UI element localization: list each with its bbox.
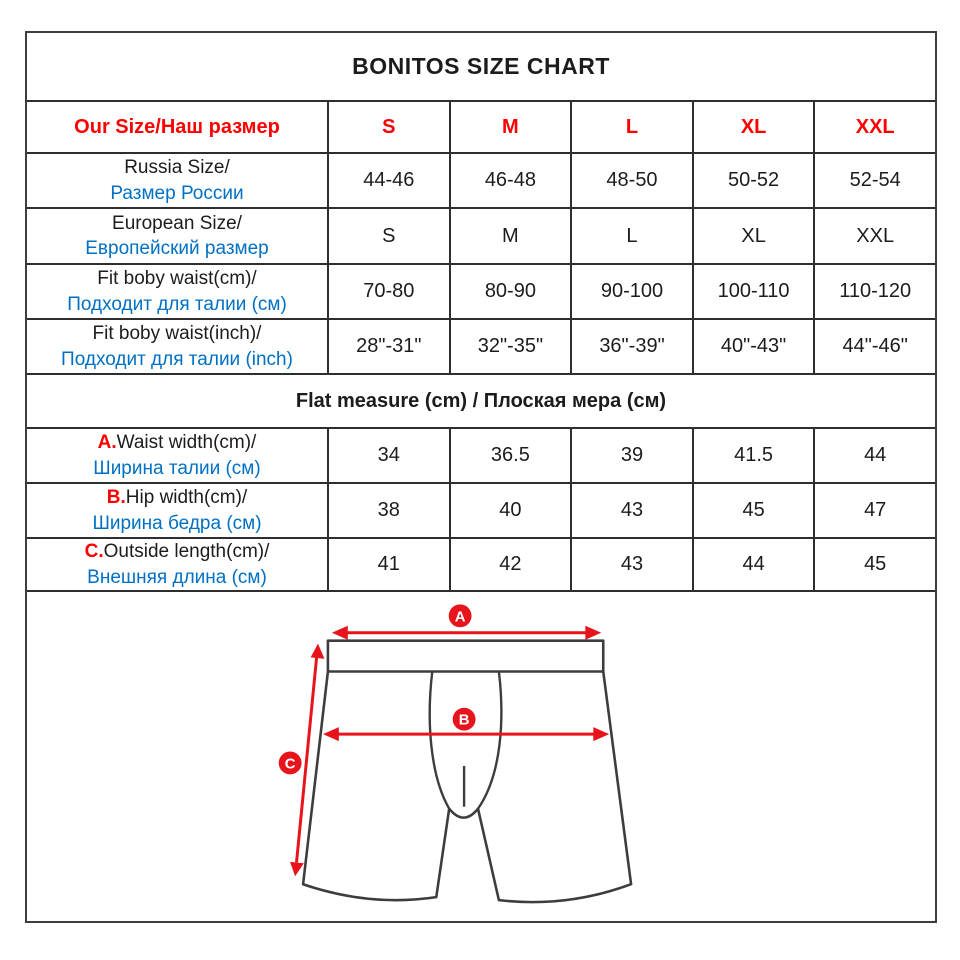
label-en: Russia Size/ (124, 157, 230, 179)
cell-russia-l: 48-50 (570, 152, 692, 207)
cell-waistcm-xxl: 110-120 (813, 263, 935, 318)
measure-label-c: C (284, 756, 296, 773)
cell-waistwidth-s: 34 (327, 427, 449, 482)
label-ru: Размер России (110, 182, 244, 204)
row-label-outside-length (27, 537, 327, 590)
size-chart-table (27, 33, 935, 921)
label-ru: Ширина бедра (см) (92, 512, 262, 534)
row-label-waist-width (27, 427, 327, 482)
row-label-fit-waist-cm (27, 263, 327, 318)
cell-russia-s: 44-46 (327, 152, 449, 207)
cell-waistin-xxl: 44"-46" (813, 318, 935, 373)
cell-waistin-xl: 40"-43" (692, 318, 814, 373)
label-ru: Ширина талии (см) (93, 457, 261, 479)
cell-waistin-m: 32"-35" (449, 318, 571, 373)
row-label-russia-size (27, 152, 327, 207)
row-label-fit-waist-inch (27, 318, 327, 373)
label-en (85, 539, 270, 564)
cell-outlen-xl: 44 (692, 537, 814, 590)
cell-outlen-m: 42 (449, 537, 571, 590)
header-size-l: L (570, 100, 692, 152)
label-en: Fit boby waist(cm)/ (97, 268, 257, 290)
cell-waistcm-l: 90-100 (570, 263, 692, 318)
cell-russia-m: 46-48 (449, 152, 571, 207)
header-size-m: M (449, 100, 571, 152)
label-en-text: Waist width(cm)/ (116, 432, 257, 454)
cell-euro-l: L (570, 207, 692, 263)
cell-hipwidth-s: 38 (327, 482, 449, 537)
size-chart-panel (25, 31, 937, 923)
boxer-shorts-diagram (27, 592, 935, 921)
label-ru: Подходит для талии (см) (67, 293, 287, 315)
cell-hipwidth-xxl: 47 (813, 482, 935, 537)
measure-letter-a: A. (97, 432, 117, 454)
cell-outlen-xxl: 45 (813, 537, 935, 590)
header-size-xxl: XXL (813, 100, 935, 152)
cell-outlen-l: 43 (570, 537, 692, 590)
label-en: Fit boby waist(inch)/ (92, 323, 262, 345)
cell-euro-xxl: XXL (813, 207, 935, 263)
measure-label-a: A (454, 609, 466, 626)
cell-outlen-s: 41 (327, 537, 449, 590)
cell-hipwidth-l: 43 (570, 482, 692, 537)
row-label-hip-width (27, 482, 327, 537)
cell-waistcm-xl: 100-110 (692, 263, 814, 318)
label-ru: Внешняя длина (см) (87, 566, 267, 588)
label-en (98, 430, 257, 455)
boxer-shorts-outline (303, 641, 631, 902)
cell-hipwidth-m: 40 (449, 482, 571, 537)
header-size-xl: XL (692, 100, 814, 152)
page-title: BONITOS SIZE CHART (352, 53, 610, 80)
measure-arrow-a (332, 604, 601, 639)
cell-euro-m: M (449, 207, 571, 263)
header-size-s: S (327, 100, 449, 152)
cell-euro-xl: XL (692, 207, 814, 263)
cell-russia-xxl: 52-54 (813, 152, 935, 207)
cell-euro-s: S (327, 207, 449, 263)
measure-letter-b: B. (106, 487, 126, 509)
cell-waistwidth-xl: 41.5 (692, 427, 814, 482)
row-label-european-size (27, 207, 327, 263)
measure-label-b: B (458, 712, 470, 729)
label-ru: Подходит для талии (inch) (61, 348, 293, 370)
section-header-flat-measure: Flat measure (cm) / Плоская мера (см) (27, 373, 935, 427)
label-en: European Size/ (112, 212, 242, 234)
cell-waistcm-s: 70-80 (327, 263, 449, 318)
measurement-diagram (27, 590, 935, 921)
header-our-size: Our Size/Наш размер (27, 100, 327, 152)
cell-waistwidth-l: 39 (570, 427, 692, 482)
measure-letter-c: C. (84, 541, 104, 563)
label-en-text: Outside length(cm)/ (103, 541, 270, 563)
cell-waistin-s: 28"-31" (327, 318, 449, 373)
cell-russia-xl: 50-52 (692, 152, 814, 207)
label-en (107, 485, 247, 510)
cell-waistin-l: 36"-39" (570, 318, 692, 373)
cell-waistwidth-m: 36.5 (449, 427, 571, 482)
label-ru: Европейский размер (85, 238, 269, 259)
cell-waistcm-m: 80-90 (449, 263, 571, 318)
label-en-text: Hip width(cm)/ (125, 487, 248, 509)
cell-waistwidth-xxl: 44 (813, 427, 935, 482)
cell-hipwidth-xl: 45 (692, 482, 814, 537)
